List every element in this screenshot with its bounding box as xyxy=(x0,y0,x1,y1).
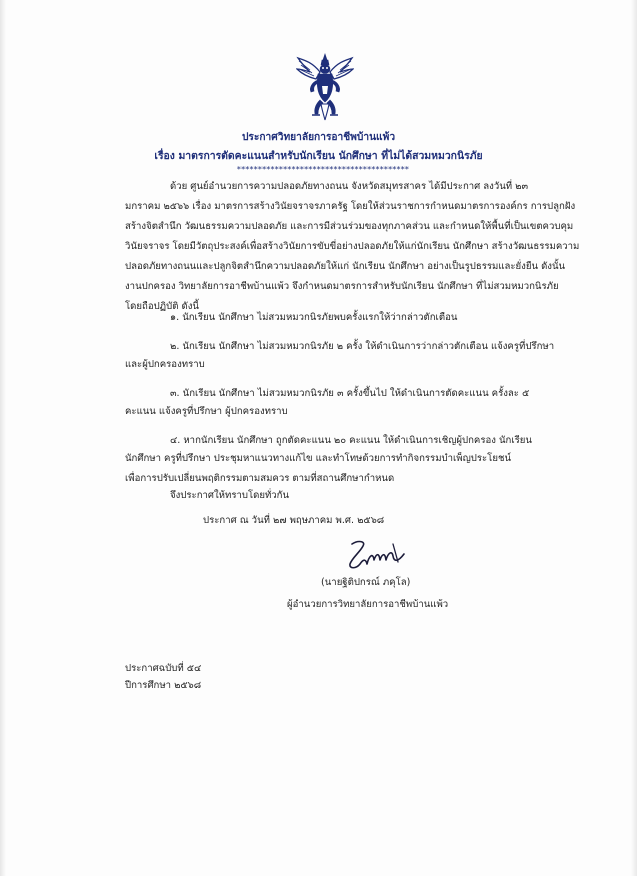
rule-line: นักศึกษา ครูที่ปรึกษา ประชุมหาแนวทางแก้ไข และทำโทษด้วยการทำกิจกรรมบำเพ็ญประโยชน์ xyxy=(125,453,512,464)
announcement-date: ประกาศ ณ วันที่ ๒๗ พฤษภาคม พ.ศ. ๒๕๖๘ xyxy=(203,515,385,526)
garuda-emblem-icon xyxy=(296,52,354,122)
rule-line: คะแนน แจ้งครูที่ปรึกษา ผู้ปกครองทราบ xyxy=(125,406,288,417)
rule-line: ๔. หากนักเรียน นักศึกษา ถูกตัดคะแนน ๒๐ คะแนน ให้ดำเนินการเชิญผู้ปกครอง นักเรียน xyxy=(170,435,532,446)
document-title: ประกาศวิทยาลัยการอาชีพบ้านแพ้ว xyxy=(241,132,396,143)
rule-item-4 xyxy=(170,433,532,453)
rule-item-3-cont xyxy=(125,404,288,424)
intro-line: มกราคม ๒๕๖๖ เรื่อง มาตรการสร้างวินัยจราจรภาครัฐ โดยให้ส่วนราชการกำหนดมาตรการองค์กร การปลูกฝัง xyxy=(125,201,576,212)
intro-paragraph xyxy=(125,199,579,319)
closing-statement: จึงประกาศให้ทราบโดยทั่วกัน xyxy=(170,490,290,501)
rule-line: ๑. นักเรียน นักศึกษา ไม่สวมหมวกนิรภัยพบครั้งแรกให้ว่ากล่าวตักเตือน xyxy=(170,312,458,323)
announcement-number: ประกาศฉบับที่ ๕๔ xyxy=(125,663,202,674)
rule-line: ๓. นักเรียน นักศึกษา ไม่สวมหมวกนิรภัย ๓ ครั้งขึ้นไป ให้ดำเนินการตัดคะแนน ครั้งละ ๕ xyxy=(170,388,530,399)
rule-item-1 xyxy=(170,310,457,330)
title-separator: ***************************************** xyxy=(236,165,410,174)
rule-item-2-cont xyxy=(125,357,205,377)
rule-item-3 xyxy=(170,386,529,406)
rule-item-4-cont xyxy=(125,451,511,491)
rule-line: และผู้ปกครองทราบ xyxy=(125,359,205,370)
document-subject: เรื่อง มาตรการตัดคะแนนสำหรับนักเรียน นักศึกษา ที่ไม่ได้สวมหมวกนิรภัย xyxy=(154,150,483,162)
signer-name: (นายฐิติปกรณ์ ภคุโล) xyxy=(321,577,411,588)
intro-line: สร้างจิตสำนึก วัฒนธรรมความปลอดภัย และการมีส่วนร่วมของทุกภาคส่วน และกำหนดให้พื้นที่เป็นเขตควบคุม xyxy=(125,221,574,232)
rule-line: เพื่อการปรับเปลี่ยนพฤติกรรมตามสมควร ตามที่สถานศึกษากำหนด xyxy=(125,473,395,484)
intro-line: โดยถือปฏิบัติ ดังนี้ xyxy=(125,301,199,312)
rule-line: ๒. นักเรียน นักศึกษา ไม่สวมหมวกนิรภัย ๒ ครั้ง ให้ดำเนินการว่ากล่าวตักเตือน แจ้งครูที่ปรึกษา xyxy=(170,341,555,352)
intro-line: ด้วย ศูนย์อำนวยการความปลอดภัยทางถนน จังหวัดสมุทรสาคร ได้มีประกาศ ลงวันที่ ๒๓ xyxy=(170,181,529,192)
academic-year: ปีการศึกษา ๒๕๖๘ xyxy=(125,680,202,691)
intro-line: งานปกครอง วิทยาลัยการอาชีพบ้านแพ้ว จึงกำหนดมาตรการสำหรับนักเรียน นักศึกษา ที่ไม่สวมหมวกนิรภัย xyxy=(125,281,559,292)
intro-line: ปลอดภัยทางถนนและปลูกจิตสำนึกความปลอดภัยให้แก่ นักเรียน นักศึกษา อย่างเป็นรูปธรรมและยั่งยืน ดังนั้น xyxy=(125,261,566,272)
intro-line: วินัยจราจร โดยมีวัตถุประสงค์เพื่อสร้างวินัยการขับขี่อย่างปลอดภัยให้แก่นักเรียน นักศึกษา สร้างวัฒนธรรมความ xyxy=(125,241,580,252)
intro-first-line-block xyxy=(170,179,528,199)
signer-position: ผู้อำนวยการวิทยาลัยการอาชีพบ้านแพ้ว xyxy=(287,599,449,610)
handwritten-signature xyxy=(346,536,408,576)
rule-item-2 xyxy=(170,339,554,359)
